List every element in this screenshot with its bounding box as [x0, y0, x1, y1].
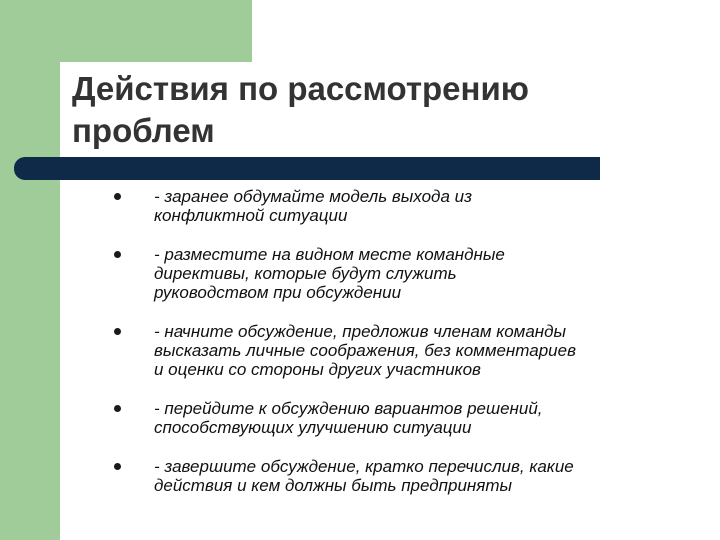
decorative-top-block [0, 0, 252, 62]
bullet-item-5 [112, 457, 702, 495]
title-divider-bar [14, 157, 600, 180]
bullet-line: - завершите обсуждение, кратко перечислив, какие [154, 457, 574, 476]
bullet-line: действия и кем должны быть предприняты [154, 476, 513, 495]
bullet-line: способствующих улучшению ситуации [154, 418, 472, 437]
bullet-list [112, 187, 702, 495]
bullet-text [154, 399, 702, 437]
bullet-dot-icon [114, 405, 121, 412]
slide-title-line-2: проблем [72, 112, 215, 149]
bullet-dot-icon [114, 251, 121, 258]
bullet-line: - заранее обдумайте модель выхода из [154, 187, 472, 206]
bullet-dot-icon [114, 193, 121, 200]
slide-title-line-1: Действия по рассмотрению [72, 70, 529, 107]
bullet-line: директивы, которые будут служить [154, 264, 457, 283]
bullet-line: высказать личные соображения, без комментариев [154, 341, 576, 360]
bullet-dot-icon [114, 328, 121, 335]
bullet-text [154, 322, 702, 379]
bullet-item-2 [112, 245, 702, 302]
bullet-line: - перейдите к обсуждению вариантов решений, [154, 399, 543, 418]
bullet-text [154, 245, 702, 302]
bullet-line: конфликтной ситуации [154, 206, 348, 225]
bullet-dot-icon [114, 463, 121, 470]
bullet-line: - разместите на видном месте командные [154, 245, 505, 264]
bullet-text [154, 457, 702, 495]
bullet-line: и оценки со стороны других участников [154, 360, 481, 379]
bullet-item-1 [112, 187, 702, 225]
decorative-left-band [0, 0, 60, 540]
bullet-line: - начните обсуждение, предложив членам команды [154, 322, 567, 341]
bullet-item-4 [112, 399, 702, 437]
bullet-text [154, 187, 702, 225]
bullet-item-3 [112, 322, 702, 379]
slide-title [72, 68, 529, 152]
bullet-line: руководством при обсуждении [154, 283, 402, 302]
